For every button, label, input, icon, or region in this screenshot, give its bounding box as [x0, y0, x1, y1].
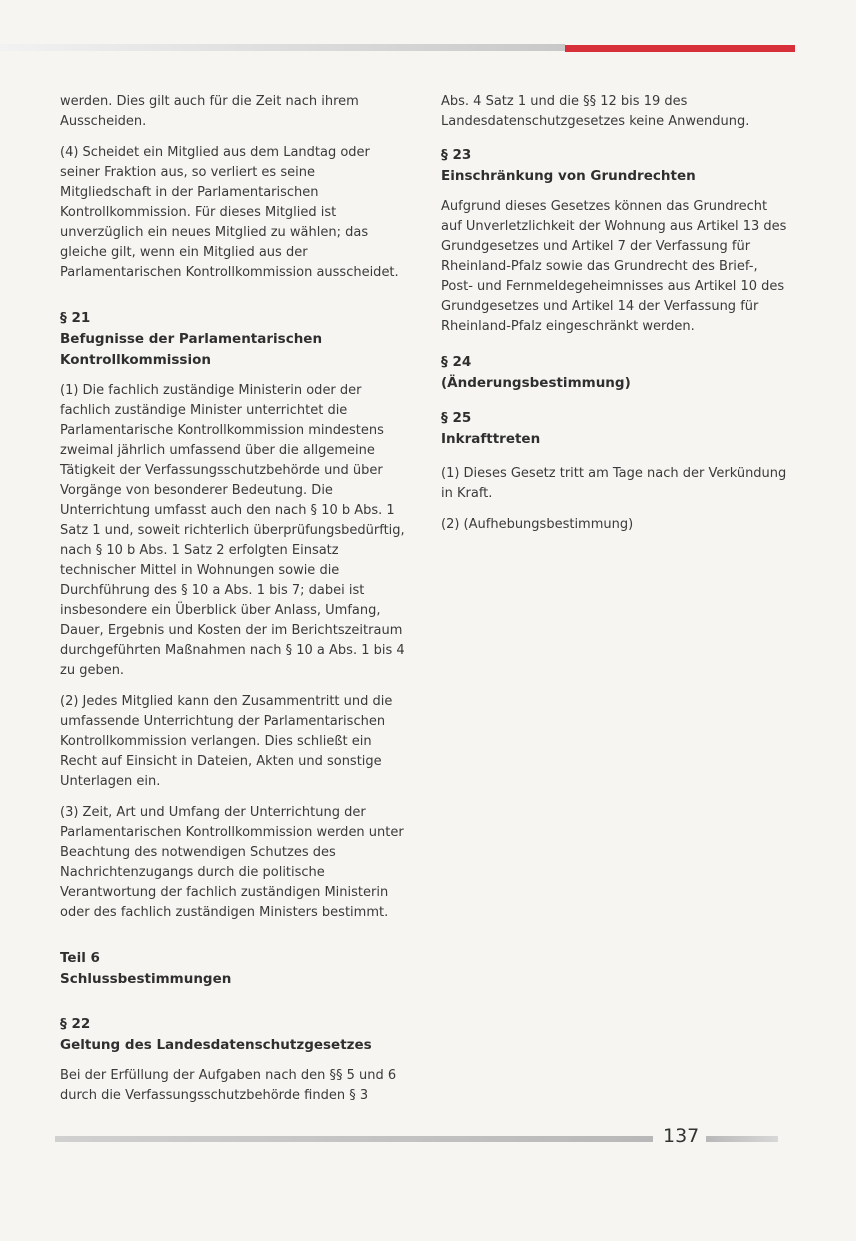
bottom-rule-right	[706, 1136, 778, 1142]
section-21-title: Befugnisse der Parlamentarischen Kontrollkommission	[60, 331, 323, 368]
paragraph-continuation: werden. Dies gilt auch für die Zeit nach ihrem Ausscheiden.	[60, 94, 359, 129]
top-accent-bar	[565, 45, 795, 52]
part-6-title: Schlussbestimmungen	[60, 971, 232, 987]
section-25-heading	[441, 408, 791, 450]
section-25-title: Inkrafttreten	[441, 431, 541, 447]
section-22-number: § 22	[60, 1016, 91, 1032]
part-6-number: Teil 6	[60, 950, 100, 966]
section-25-number: § 25	[441, 410, 472, 426]
bottom-rule	[55, 1136, 653, 1142]
part-6-heading	[60, 948, 405, 990]
paragraph-s20-4: (4) Scheidet ein Mitglied aus dem Landtag oder seiner Fraktion aus, so verliert es seine Mitgliedschaft in der Parlamentarischen Kontrollkommission. Für dieses Mitglied ist unverzüglich ein neues Mitglied zu wählen; das gleiche gilt, wenn ein Mitglied aus der Parlamentarischen Kontrollkommission ausscheidet.	[60, 145, 399, 280]
page-number: 137	[663, 1125, 700, 1147]
paragraph-s22: Bei der Erfüllung der Aufgaben nach den §§ 5 und 6 durch die Verfassungsschutzbehörde finden § 3	[60, 1068, 397, 1103]
section-23-heading	[441, 145, 791, 187]
paragraph-s21-1: (1) Die fachlich zuständige Ministerin oder der fachlich zuständige Minister unterrichtet die Parlamentarische Kontrollkommission mindestens zweimal jährlich umfassend über die allgemeine Tätigkeit der Verfassungsschutzbehörde und über Vorgänge von besonderer Bedeutung. Die Unterrichtung umfasst auch den nach § 10 b Abs. 1 Satz 1 und, soweit richterlich überprüfungsbedürftig, nach § 10 b Abs. 1 Satz 2 erfolgten Einsatz technischer Mittel in Wohnungen sowie die Durchführung des § 10 a Abs. 1 bis 7; dabei ist insbesondere ein Überblick über Anlass, Umfang, Dauer, Ergebnis und Kosten der im Berichtszeitraum durchgeführten Maßnahmen nach § 10 a Abs. 1 bis 4 zu geben.	[60, 383, 405, 678]
paragraph-s21-3: (3) Zeit, Art und Umfang der Unterrichtung der Parlamentarischen Kontrollkommission werden unter Beachtung des notwendigen Schutzes des Nachrichtenzugangs durch die politische Verantwortung der fachlich zuständigen Ministerin oder des fachlich zuständigen Ministers bestimmt.	[60, 805, 404, 920]
section-24-heading	[441, 352, 791, 394]
paragraph-s23: Aufgrund dieses Gesetzes können das Grundrecht auf Unverletzlichkeit der Wohnung aus Artikel 13 des Grundgesetzes und Artikel 7 der Verfassung für Rheinland-Pfalz sowie das Grundrecht des Brief-, Post- und Fernmeldegeheimnisses aus Artikel 10 des Grundgesetzes und Artikel 14 der Verfassung für Rheinland-Pfalz eingeschränkt werden.	[441, 199, 787, 334]
section-24-number: § 24	[441, 354, 472, 370]
left-column	[60, 92, 405, 1117]
right-column	[441, 92, 791, 546]
section-22-title: Geltung des Landesdatenschutzgesetzes	[60, 1037, 372, 1053]
paragraph-s25-1: (1) Dieses Gesetz tritt am Tage nach der Verkündung in Kraft.	[441, 466, 787, 501]
section-23-title: Einschränkung von Grundrechten	[441, 168, 696, 184]
section-24-title: (Änderungsbestimmung)	[441, 375, 631, 391]
paragraph-s25-2: (2) (Aufhebungsbestimmung)	[441, 517, 634, 532]
section-22-heading	[60, 1014, 405, 1056]
section-21-heading	[60, 308, 405, 371]
top-rule	[0, 44, 565, 51]
paragraph-s22-continued: Abs. 4 Satz 1 und die §§ 12 bis 19 des Landesdatenschutzgesetzes keine Anwendung.	[441, 94, 750, 129]
paragraph-s21-2: (2) Jedes Mitglied kann den Zusammentritt und die umfassende Unterrichtung der Parlamentarischen Kontrollkommission verlangen. Dies schließt ein Recht auf Einsicht in Dateien, Akten und sonstige Unterlagen ein.	[60, 694, 393, 789]
section-23-number: § 23	[441, 147, 472, 163]
section-21-number: § 21	[60, 310, 91, 326]
